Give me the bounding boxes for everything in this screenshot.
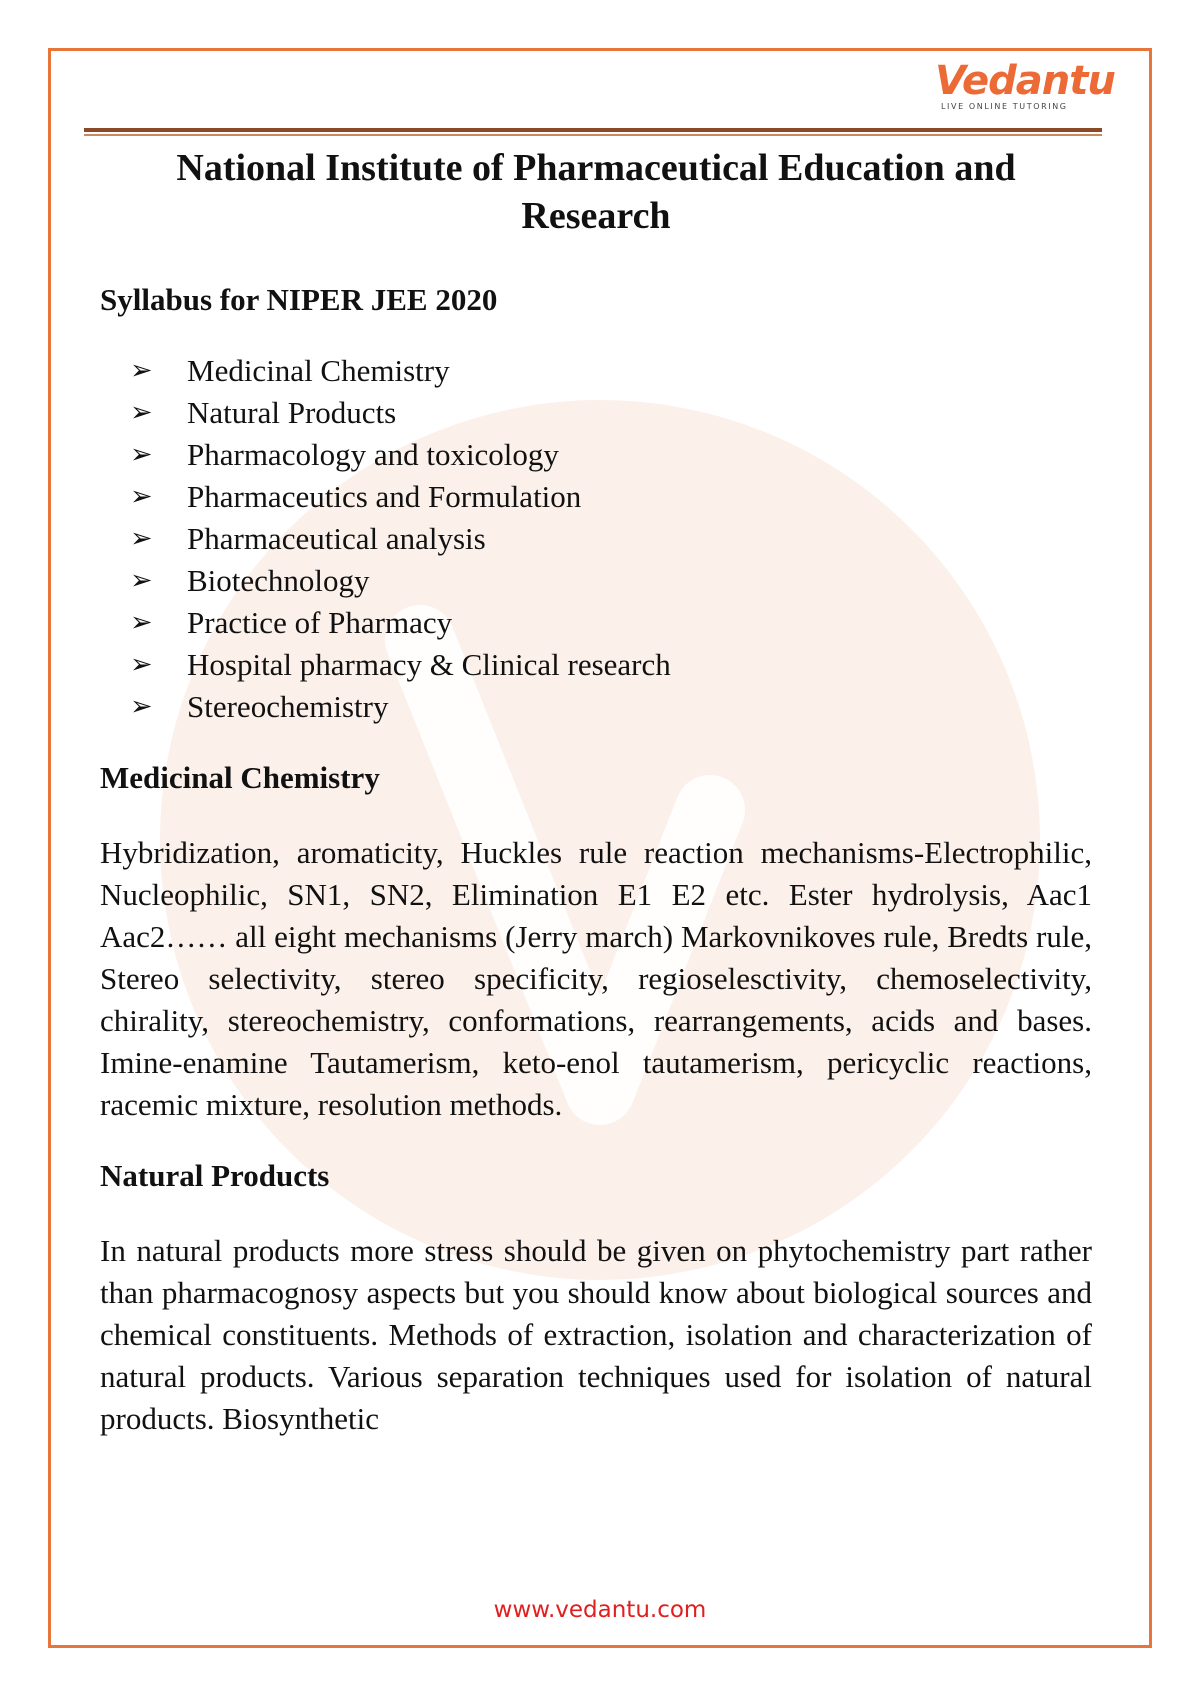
topic-label: Biotechnology	[187, 563, 370, 598]
arrow-bullet-icon: ➢	[130, 481, 153, 512]
topic-list	[100, 350, 1092, 728]
list-item	[130, 518, 1092, 560]
section-body-medicinal-chemistry: Hybridization, aromaticity, Huckles rule reaction mechanisms-Electrophilic, Nucleophilic, SN1, SN2, Elimination E1 E2 etc. Ester hydrolysis, Aac1 Aac2…… all eight mechanisms (Jerry march) Markovnikoves rule, Bredts rule, Stereo selectivity, stereo specificity, regioselesctivity, chemoselectivity, chirality, stereochemistry, conformations, rearrangements, acids and bases. Imine-enamine Tautamerism, keto-enol tautamerism, pericyclic reactions, racemic mixture, resolution methods.	[100, 835, 1092, 1122]
list-item	[130, 434, 1092, 476]
arrow-bullet-icon: ➢	[130, 523, 153, 554]
topic-label: Practice of Pharmacy	[187, 605, 453, 640]
list-item	[130, 476, 1092, 518]
list-item	[130, 560, 1092, 602]
topic-label: Medicinal Chemistry	[187, 353, 450, 388]
list-item	[130, 350, 1092, 392]
topic-label: Hospital pharmacy & Clinical research	[187, 647, 671, 682]
topic-label: Pharmaceutics and Formulation	[187, 479, 582, 514]
topic-label: Natural Products	[187, 395, 397, 430]
arrow-bullet-icon: ➢	[130, 649, 153, 680]
logo-wordmark: Vedantu	[935, 58, 1115, 104]
section-body-natural-products: In natural products more stress should be given on phytochemistry part rather than pharmacognosy aspects but you should know about biological sources and chemical constituents. Methods of extraction, isolation and characterization of natural products. Various separation techniques used for isolation of natural products. Biosynthetic	[100, 1233, 1092, 1436]
topic-label: Pharmaceutical analysis	[187, 521, 486, 556]
document-body	[100, 144, 1092, 1440]
logo-tagline: LIVE ONLINE TUTORING	[941, 102, 1068, 111]
vedantu-logo[interactable]	[935, 58, 1115, 118]
arrow-bullet-icon: ➢	[130, 565, 153, 596]
syllabus-heading: Syllabus for NIPER JEE 2020	[100, 282, 498, 317]
arrow-bullet-icon: ➢	[130, 607, 153, 638]
topic-label: Stereochemistry	[187, 689, 389, 724]
page-title: National Institute of Pharmaceutical Education and Research	[176, 147, 1016, 237]
arrow-bullet-icon: ➢	[130, 397, 153, 428]
list-item	[130, 602, 1092, 644]
section-heading-medicinal-chemistry: Medicinal Chemistry	[100, 760, 380, 795]
list-item	[130, 686, 1092, 728]
arrow-bullet-icon: ➢	[130, 439, 153, 470]
list-item	[130, 644, 1092, 686]
section-heading-natural-products: Natural Products	[100, 1158, 330, 1193]
topic-label: Pharmacology and toxicology	[187, 437, 559, 472]
arrow-bullet-icon: ➢	[130, 355, 153, 386]
footer-link[interactable]: www.vedantu.com	[493, 1597, 707, 1623]
header-rule	[84, 128, 1102, 132]
list-item	[130, 392, 1092, 434]
arrow-bullet-icon: ➢	[130, 691, 153, 722]
header-rule-thin	[84, 134, 1102, 136]
